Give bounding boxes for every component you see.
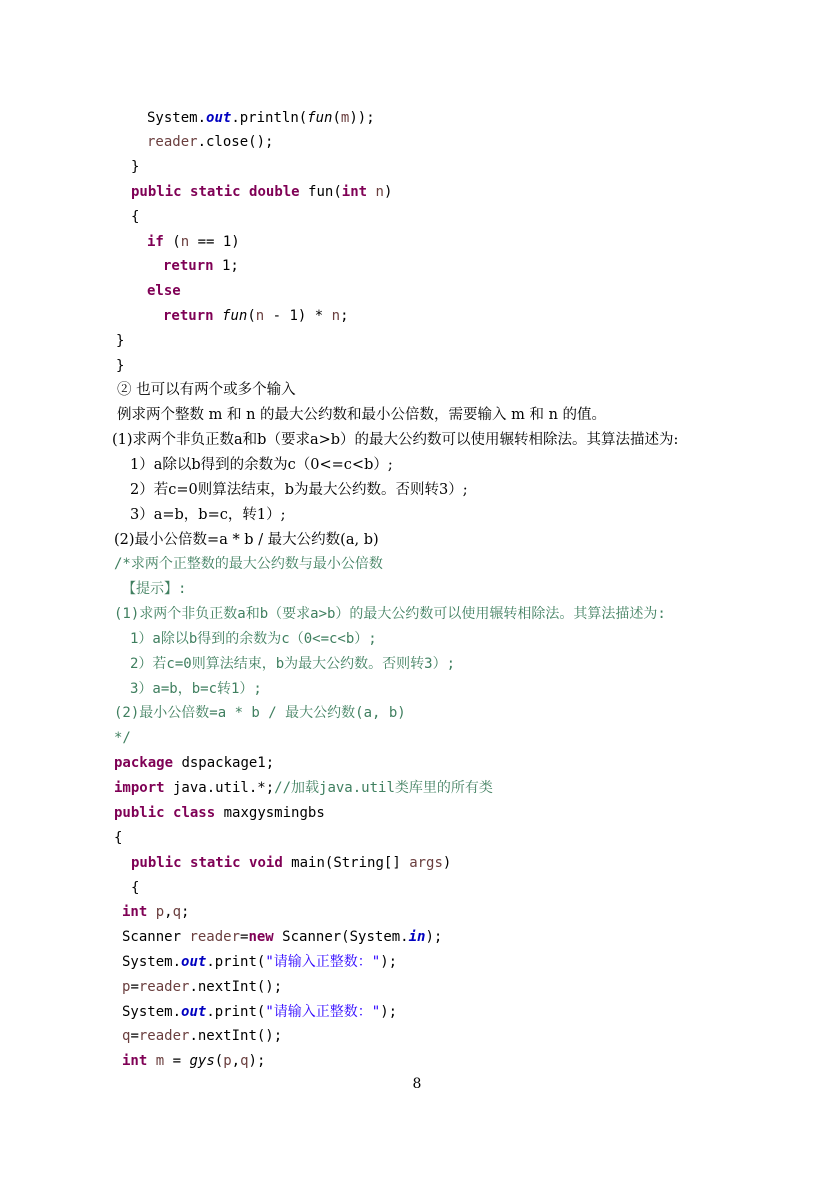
comment-line-6: 3）a=b，b=c转1）; [130, 681, 262, 697]
comment-line-1: /*求两个正整数的最大公约数与最小公倍数 [114, 556, 383, 572]
code-line-p-read: p=reader.nextInt(); [122, 979, 283, 995]
code-line-return-fun: return fun(n - 1) * n; [163, 308, 349, 324]
comment-line-5: 2）若c=0则算法结束，b为最大公约数。否则转3）; [130, 656, 455, 672]
comment-line-7: (2)最小公倍数=a * b / 最大公约数(a, b) [114, 705, 406, 721]
code-line-if: if (n == 1) [147, 234, 240, 250]
code-line-class-open-brace: { [114, 830, 123, 846]
code-line-package: package dspackage1; [114, 755, 275, 771]
prose-line-2: 例求两个整数 m 和 n 的最大公约数和最小公倍数，需要输入 m 和 n 的值。 [117, 407, 607, 423]
code-line-fun-declaration: public static double fun(int n) [131, 184, 393, 200]
code-line-print-2: System.out.print("请输入正整数："); [122, 1004, 398, 1020]
page-number: 8 [412, 1076, 422, 1092]
comment-line-3: (1)求两个非负正数a和b（要求a>b）的最大公约数可以使用辗转相除法。其算法描述为: [114, 606, 666, 622]
code-line-main: public static void main(String[] args) [131, 855, 452, 871]
prose-line-4: 1）a除以b得到的余数为c（0<=c<b）; [130, 457, 393, 473]
code-line-return-1: return 1; [163, 258, 239, 274]
prose-line-6: 3）a=b，b=c，转1）; [130, 507, 286, 523]
code-line-close-brace: } [131, 159, 140, 175]
code-line-class: public class maxgysmingbs [114, 805, 325, 821]
comment-line-4: 1）a除以b得到的余数为c（0<=c<b）; [130, 631, 377, 647]
code-line-int-pq: int p,q; [122, 904, 190, 920]
prose-line-1: ② 也可以有两个或多个输入 [117, 382, 296, 398]
comment-line-8: */ [114, 730, 131, 746]
prose-line-7: (2)最小公倍数=a * b / 最大公约数(a, b) [114, 532, 379, 548]
code-line-end-brace-1: } [116, 333, 125, 349]
code-line-int-m: int m = gys(p,q); [122, 1053, 266, 1069]
code-line-open-brace: { [131, 209, 140, 225]
code-line-scanner: Scanner reader=new Scanner(System.in); [122, 929, 443, 945]
comment-line-2: 【提示】: [122, 581, 187, 597]
code-line-reader-close: reader.close(); [147, 134, 274, 150]
prose-line-5: 2）若c=0则算法结束，b为最大公约数。否则转3）; [130, 482, 468, 498]
code-line-print-1: System.out.print("请输入正整数："); [122, 954, 398, 970]
code-line-main-open-brace: { [131, 880, 140, 896]
code-line-else: else [147, 283, 181, 299]
code-line-end-brace-2: } [116, 358, 125, 374]
code-line-q-read: q=reader.nextInt(); [122, 1028, 283, 1044]
prose-line-3: (1)求两个非负正数a和b（要求a>b）的最大公约数可以使用辗转相除法。其算法描述为: [112, 432, 679, 448]
code-line-import: import java.util.*;//加载java.util类库里的所有类 [114, 780, 493, 796]
code-line-println-fun: System.out.println(fun(m)); [147, 110, 375, 126]
